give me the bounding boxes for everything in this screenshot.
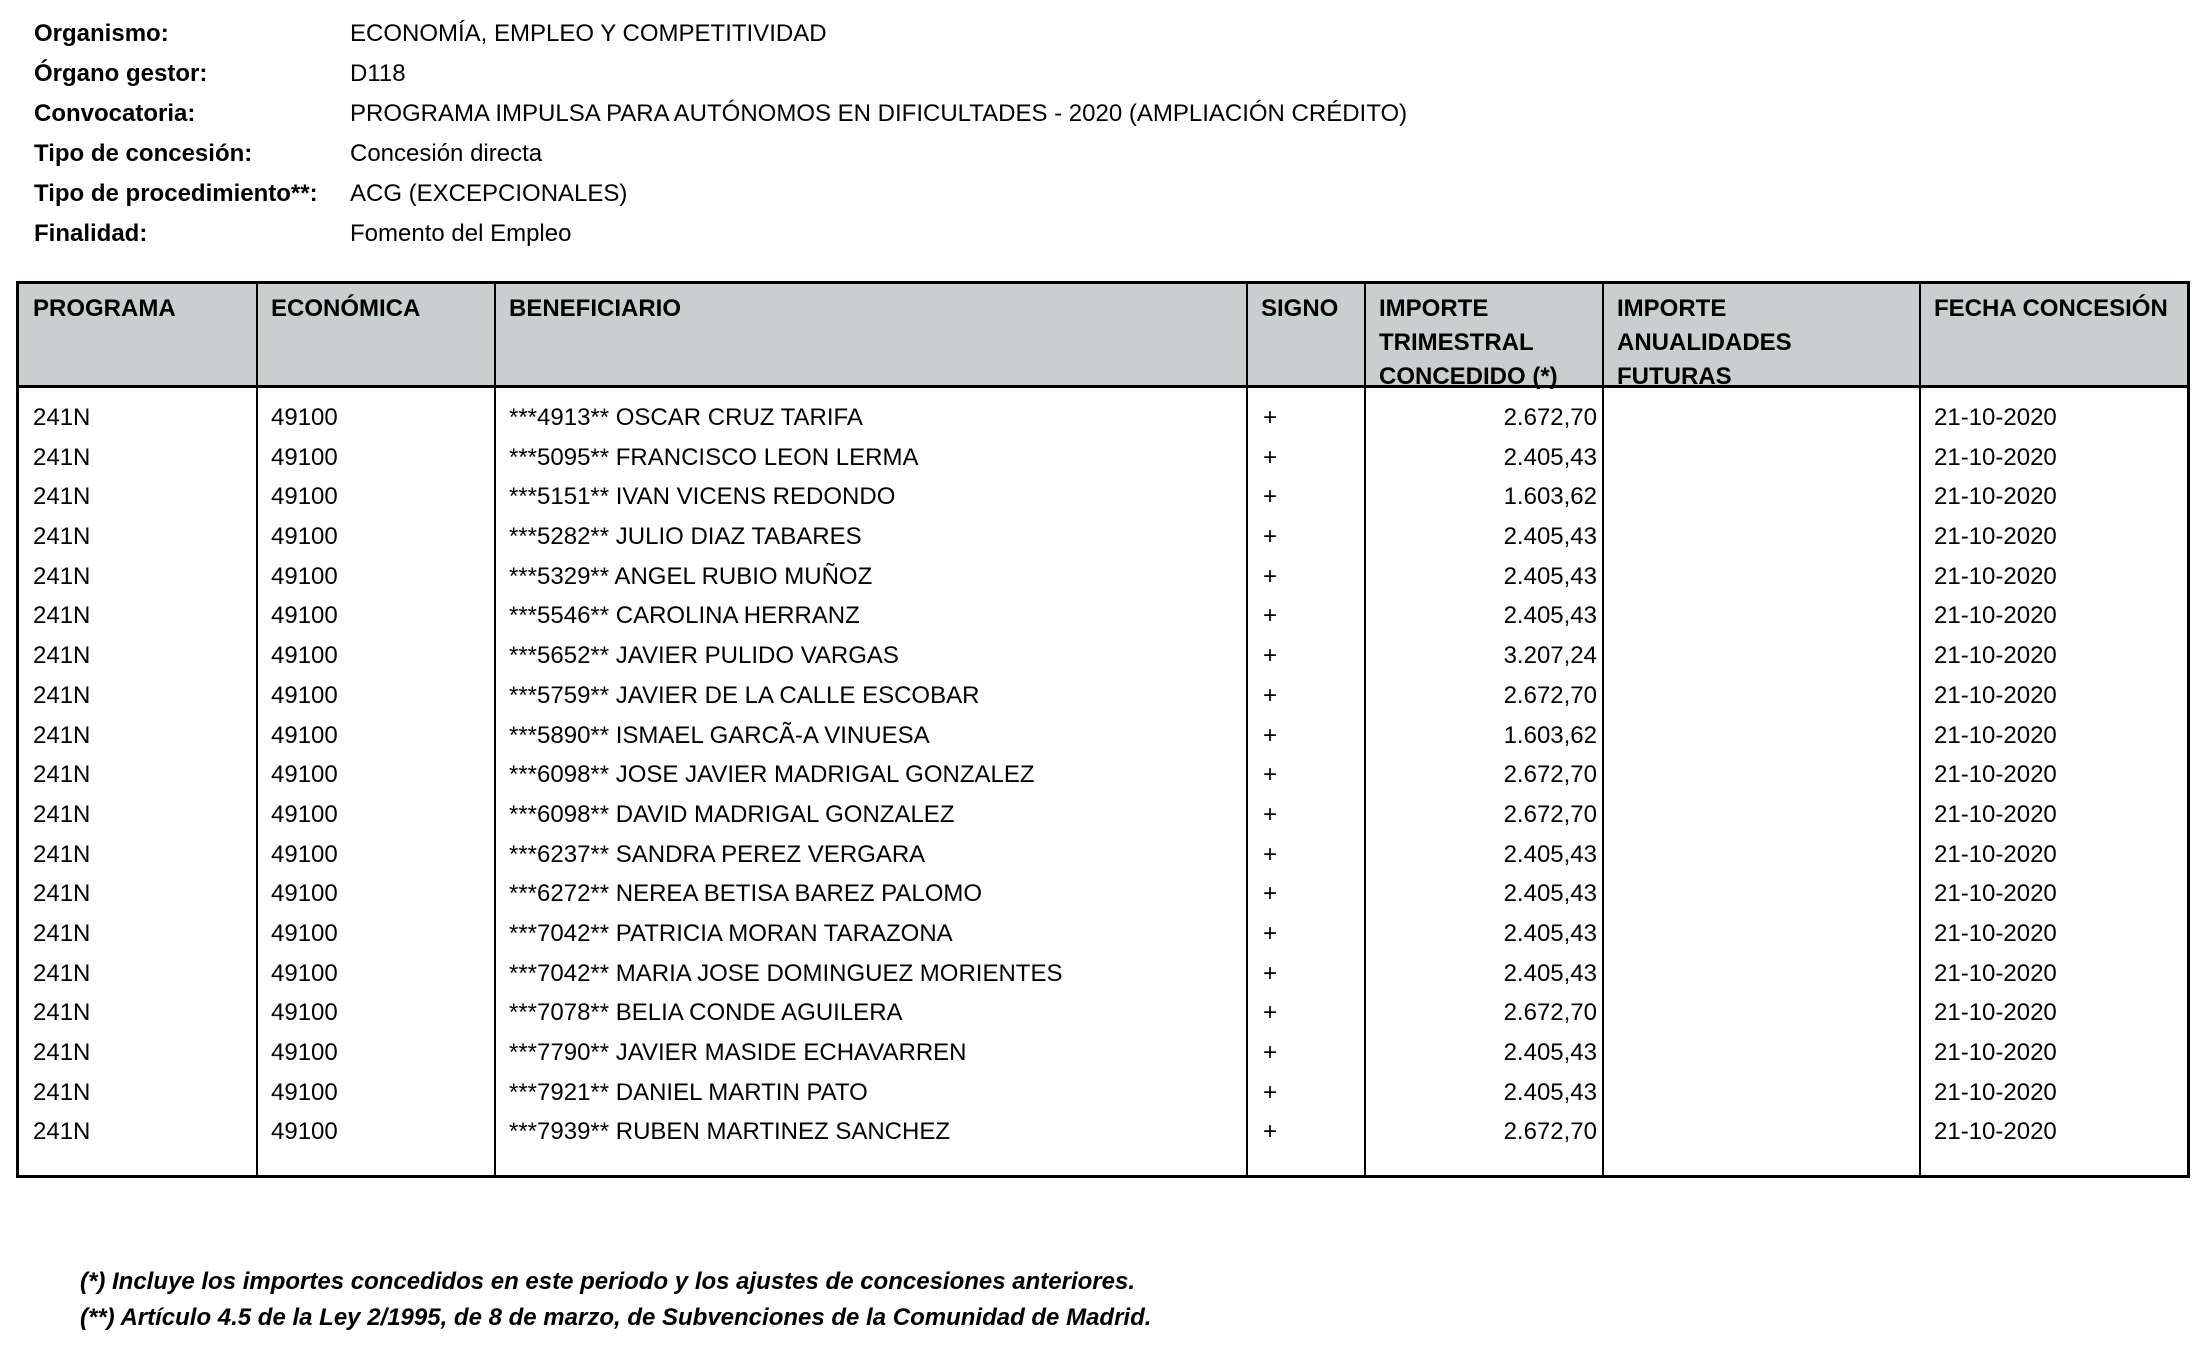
cell-economica: 49100 (271, 443, 338, 471)
header-label: Convocatoria: (34, 100, 196, 127)
cell-economica: 49100 (271, 1118, 338, 1146)
table-row (19, 835, 2187, 875)
cell-signo: + (1263, 404, 1278, 431)
table-header (19, 284, 2187, 388)
cell-fecha: 21-10-2020 (1934, 840, 2057, 868)
table-row (19, 755, 2187, 795)
cell-programa: 241N (33, 800, 91, 828)
cell-importe: 2.405,43 (1503, 880, 1597, 908)
cell-economica: 49100 (271, 840, 338, 868)
table-row (19, 1073, 2187, 1113)
cell-beneficiario: ***5329** ANGEL RUBIO MUÑOZ (509, 562, 873, 590)
cell-programa: 241N (33, 483, 91, 511)
cell-programa: 241N (33, 681, 91, 709)
cell-fecha: 21-10-2020 (1934, 1118, 2057, 1146)
table-row (19, 914, 2187, 954)
table-row (19, 874, 2187, 914)
cell-fecha: 21-10-2020 (1934, 523, 2057, 551)
header-row-tipo-procedimiento (34, 174, 1407, 214)
header-row-organismo (34, 14, 1407, 54)
cell-programa: 241N (33, 880, 91, 908)
cell-signo: + (1263, 523, 1278, 551)
column-header-importe-futuras: IMPORTE ANUALIDADES FUTURAS (1617, 295, 1792, 390)
cell-economica: 49100 (271, 602, 338, 630)
cell-economica: 49100 (271, 483, 338, 511)
cell-signo: + (1263, 880, 1278, 908)
table-row (19, 1112, 2187, 1152)
cell-economica: 49100 (271, 761, 338, 789)
cell-fecha: 21-10-2020 (1934, 721, 2057, 749)
cell-importe: 2.405,43 (1503, 523, 1597, 551)
cell-signo: + (1263, 602, 1278, 630)
cell-economica: 49100 (271, 721, 338, 749)
table-row (19, 636, 2187, 676)
cell-economica: 49100 (271, 1078, 338, 1106)
table-row (19, 596, 2187, 636)
cell-importe: 2.672,70 (1503, 800, 1597, 828)
cell-programa: 241N (33, 1118, 91, 1146)
cell-fecha: 21-10-2020 (1934, 562, 2057, 590)
table-row (19, 477, 2187, 517)
cell-fecha: 21-10-2020 (1934, 919, 2057, 947)
cell-beneficiario: ***7790** JAVIER MASIDE ECHAVARREN (509, 1039, 967, 1066)
column-header-signo: SIGNO (1261, 295, 1339, 322)
cell-economica: 49100 (271, 880, 338, 908)
cell-importe: 2.672,70 (1503, 999, 1597, 1027)
cell-programa: 241N (33, 404, 91, 431)
cell-fecha: 21-10-2020 (1934, 1039, 2057, 1066)
header-row-finalidad (34, 214, 1407, 254)
cell-programa: 241N (33, 959, 91, 987)
cell-signo: + (1263, 919, 1278, 947)
cell-importe: 2.405,43 (1503, 840, 1597, 868)
cell-signo: + (1263, 721, 1278, 749)
cell-fecha: 21-10-2020 (1934, 999, 2057, 1027)
cell-beneficiario: ***4913** OSCAR CRUZ TARIFA (509, 404, 863, 431)
cell-programa: 241N (33, 602, 91, 630)
cell-programa: 241N (33, 562, 91, 590)
document-header (34, 14, 1407, 254)
cell-programa: 241N (33, 721, 91, 749)
cell-signo: + (1263, 562, 1278, 590)
cell-signo: + (1263, 840, 1278, 868)
header-label: Finalidad: (34, 220, 148, 247)
cell-fecha: 21-10-2020 (1934, 483, 2057, 511)
cell-economica: 49100 (271, 562, 338, 590)
cell-fecha: 21-10-2020 (1934, 443, 2057, 471)
header-label: Tipo de concesión: (34, 140, 253, 167)
footnote-ley: (**) Artículo 4.5 de la Ley 2/1995, de 8 de marzo, de Subvenciones de la Comunidad de Madrid. (80, 1304, 1152, 1331)
cell-economica: 49100 (271, 523, 338, 551)
cell-importe: 2.672,70 (1503, 761, 1597, 789)
header-value: ACG (EXCEPCIONALES) (350, 180, 628, 207)
cell-beneficiario: ***7939** RUBEN MARTINEZ SANCHEZ (509, 1118, 951, 1146)
cell-beneficiario: ***5890** ISMAEL GARCÃ-A VINUESA (509, 721, 930, 749)
grants-table (16, 281, 2190, 1178)
cell-signo: + (1263, 1078, 1278, 1106)
table-row (19, 795, 2187, 835)
table-body (19, 398, 2187, 1152)
footnote-importe: (*) Incluye los importes concedidos en este periodo y los ajustes de concesiones anteriores. (80, 1268, 1135, 1295)
cell-fecha: 21-10-2020 (1934, 880, 2057, 908)
cell-programa: 241N (33, 919, 91, 947)
cell-importe: 2.405,43 (1503, 602, 1597, 630)
cell-signo: + (1263, 761, 1278, 789)
cell-economica: 49100 (271, 800, 338, 828)
footnotes (80, 1264, 1151, 1336)
cell-economica: 49100 (271, 919, 338, 947)
column-header-economica: ECONÓMICA (271, 295, 421, 322)
cell-programa: 241N (33, 840, 91, 868)
cell-importe: 2.672,70 (1503, 681, 1597, 709)
cell-fecha: 21-10-2020 (1934, 404, 2057, 431)
cell-beneficiario: ***6098** DAVID MADRIGAL GONZALEZ (509, 800, 955, 828)
table-row (19, 517, 2187, 557)
cell-importe: 3.207,24 (1503, 642, 1597, 670)
cell-beneficiario: ***5282** JULIO DIAZ TABARES (509, 523, 862, 551)
cell-importe: 2.405,43 (1503, 1039, 1597, 1066)
column-header-beneficiario: BENEFICIARIO (509, 295, 682, 322)
cell-importe: 1.603,62 (1503, 483, 1597, 511)
cell-signo: + (1263, 800, 1278, 828)
cell-beneficiario: ***6237** SANDRA PEREZ VERGARA (509, 840, 926, 868)
cell-beneficiario: ***6272** NEREA BETISA BAREZ PALOMO (509, 880, 983, 908)
cell-importe: 2.405,43 (1503, 562, 1597, 590)
cell-fecha: 21-10-2020 (1934, 959, 2057, 987)
cell-fecha: 21-10-2020 (1934, 1078, 2057, 1106)
cell-beneficiario: ***5652** JAVIER PULIDO VARGAS (509, 642, 899, 670)
table-row (19, 1033, 2187, 1073)
table-row (19, 557, 2187, 597)
cell-signo: + (1263, 1039, 1278, 1066)
cell-signo: + (1263, 642, 1278, 670)
header-row-organo-gestor (34, 54, 1407, 94)
table-row (19, 398, 2187, 438)
header-value: D118 (350, 60, 406, 87)
header-label: Tipo de procedimiento**: (34, 180, 318, 207)
cell-programa: 241N (33, 761, 91, 789)
cell-fecha: 21-10-2020 (1934, 642, 2057, 670)
cell-signo: + (1263, 681, 1278, 709)
table-row (19, 676, 2187, 716)
header-value: ECONOMÍA, EMPLEO Y COMPETITIVIDAD (350, 20, 827, 47)
cell-programa: 241N (33, 999, 91, 1027)
cell-importe: 1.603,62 (1503, 721, 1597, 749)
cell-importe: 2.405,43 (1503, 443, 1597, 471)
cell-signo: + (1263, 443, 1278, 471)
cell-importe: 2.672,70 (1503, 404, 1597, 431)
table-row (19, 716, 2187, 756)
header-value: Fomento del Empleo (350, 220, 572, 247)
column-header-fecha: FECHA CONCESIÓN (1934, 295, 2168, 322)
cell-economica: 49100 (271, 404, 338, 431)
cell-beneficiario: ***5095** FRANCISCO LEON LERMA (509, 443, 919, 471)
header-row-tipo-concesion (34, 134, 1407, 174)
cell-economica: 49100 (271, 681, 338, 709)
cell-beneficiario: ***7921** DANIEL MARTIN PATO (509, 1078, 868, 1106)
cell-beneficiario: ***5151** IVAN VICENS REDONDO (509, 483, 896, 511)
cell-beneficiario: ***5759** JAVIER DE LA CALLE ESCOBAR (509, 681, 980, 709)
header-label: Organismo: (34, 20, 169, 47)
header-label: Órgano gestor: (34, 60, 208, 87)
header-value: Concesión directa (350, 140, 543, 167)
cell-signo: + (1263, 1118, 1278, 1146)
cell-beneficiario: ***7042** PATRICIA MORAN TARAZONA (509, 919, 953, 947)
cell-programa: 241N (33, 443, 91, 471)
cell-importe: 2.672,70 (1503, 1118, 1597, 1146)
cell-economica: 49100 (271, 999, 338, 1027)
cell-fecha: 21-10-2020 (1934, 761, 2057, 789)
cell-economica: 49100 (271, 642, 338, 670)
cell-fecha: 21-10-2020 (1934, 602, 2057, 630)
cell-programa: 241N (33, 1078, 91, 1106)
cell-programa: 241N (33, 1039, 91, 1066)
header-value: PROGRAMA IMPULSA PARA AUTÓNOMOS EN DIFICULTADES - 2020 (AMPLIACIÓN CRÉDITO) (350, 100, 1408, 127)
header-row-convocatoria (34, 94, 1407, 134)
cell-economica: 49100 (271, 1039, 338, 1066)
cell-fecha: 21-10-2020 (1934, 800, 2057, 828)
cell-signo: + (1263, 959, 1278, 987)
cell-economica: 49100 (271, 959, 338, 987)
cell-beneficiario: ***6098** JOSE JAVIER MADRIGAL GONZALEZ (509, 761, 1035, 789)
cell-programa: 241N (33, 642, 91, 670)
cell-beneficiario: ***5546** CAROLINA HERRANZ (509, 602, 860, 630)
cell-programa: 241N (33, 523, 91, 551)
column-header-importe-trimestral: IMPORTE TRIMESTRAL CONCEDIDO (*) (1379, 295, 1558, 390)
cell-importe: 2.405,43 (1503, 1078, 1597, 1106)
cell-signo: + (1263, 999, 1278, 1027)
cell-beneficiario: ***7042** MARIA JOSE DOMINGUEZ MORIENTES (509, 959, 1063, 987)
table-row (19, 993, 2187, 1033)
cell-signo: + (1263, 483, 1278, 511)
cell-importe: 2.405,43 (1503, 959, 1597, 987)
cell-beneficiario: ***7078** BELIA CONDE AGUILERA (509, 999, 903, 1027)
cell-fecha: 21-10-2020 (1934, 681, 2057, 709)
cell-importe: 2.405,43 (1503, 919, 1597, 947)
table-row (19, 438, 2187, 478)
table-row (19, 954, 2187, 994)
column-header-programa: PROGRAMA (33, 295, 176, 322)
